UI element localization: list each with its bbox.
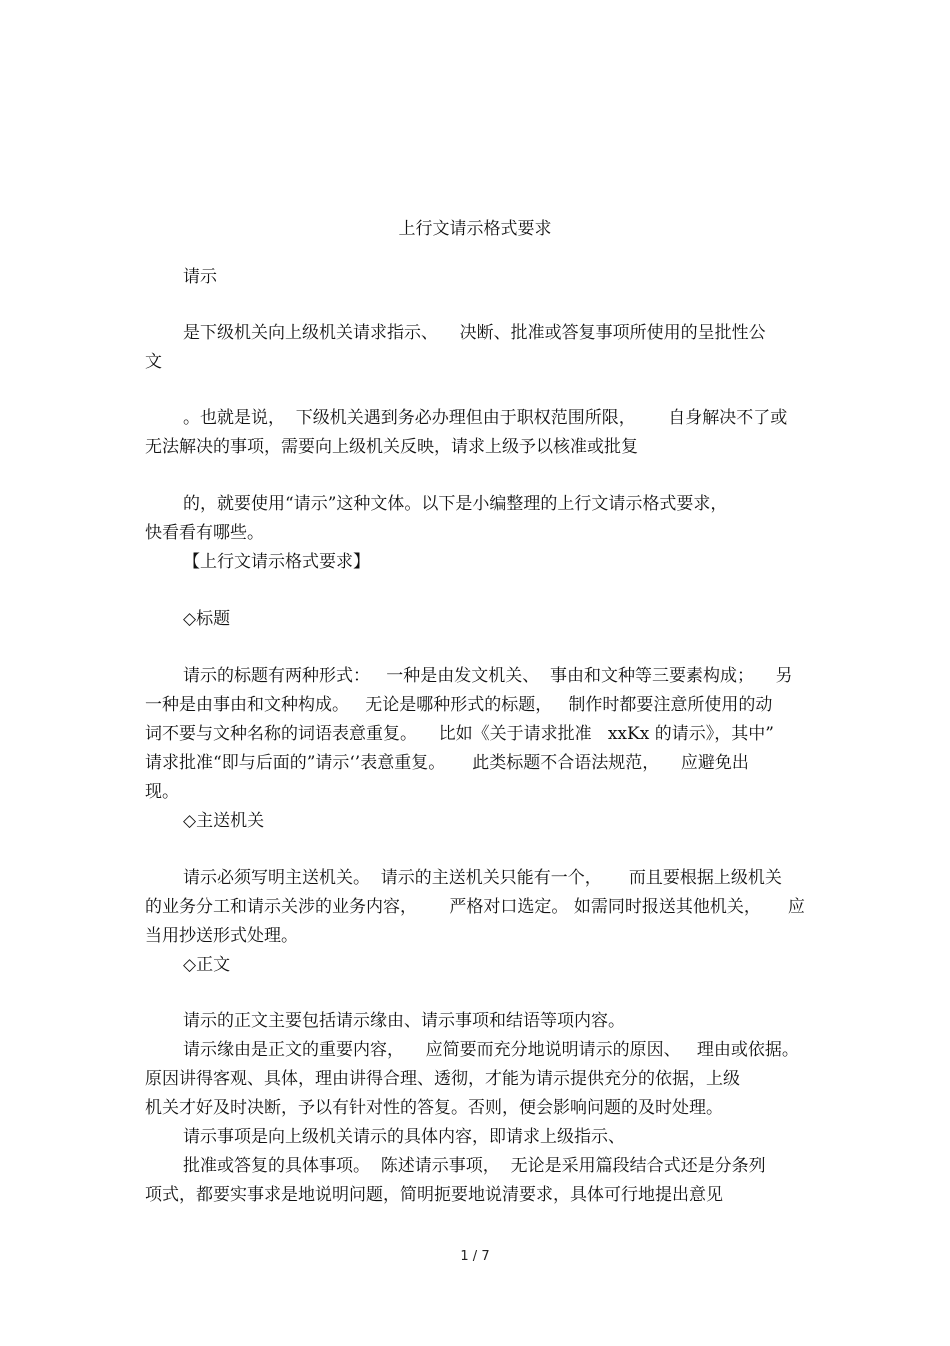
- body-line: 请示缘由是正文的重要内容， 应简要而充分地说明请示的原因、 理由或依据。: [183, 1040, 799, 1060]
- body-line: 请求批准“即与后面的”请示‘’表意重复。 此类标题不合语法规范， 应避免出: [145, 753, 749, 773]
- body-line: 一种是由事由和文种构成。 无论是哪种形式的标题， 制作时都要注意所使用的动: [145, 695, 773, 715]
- body-line: 词不要与文种名称的词语表意重复。 比如《关于请求批准 xxKx 的请示》，其中”: [145, 724, 774, 744]
- body-line: 。也就是说， 下级机关遇到务必办理但由于职权范围所限， 自身解决不了或: [183, 408, 788, 428]
- body-line: 项式，都要实事求是地说明问题，简明扼要地说清要求，具体可行地提出意见: [145, 1185, 723, 1205]
- body-line: 批准或答复的具体事项。 陈述请示事项， 无论是采用篇段结合式还是分条列: [183, 1156, 766, 1176]
- body-line: 的业务分工和请示关涉的业务内容， 严格对口选定。 如需同时报送其他机关， 应: [145, 897, 805, 917]
- body-line: 机关才好及时决断，予以有针对性的答复。否则，便会影响问题的及时处理。: [145, 1098, 723, 1118]
- section-heading: ◇标题: [183, 609, 231, 629]
- body-line: 无法解决的事项，需要向上级机关反映，请求上级予以核准或批复: [145, 437, 638, 457]
- body-line: 现。: [145, 782, 179, 802]
- document-title: 上行文请示格式要求: [398, 219, 552, 239]
- body-line: 原因讲得客观、具体，理由讲得合理、透彻，才能为请示提供充分的依据，上级: [145, 1069, 740, 1089]
- body-line: 请示事项是向上级机关请示的具体内容，即请求上级指示、: [183, 1127, 625, 1147]
- body-line: 请示必须写明主送机关。 请示的主送机关只能有一个， 而且要根据上级机关: [183, 868, 782, 888]
- body-line: 快看看有哪些。: [145, 523, 264, 543]
- body-line: 请示: [183, 267, 217, 287]
- section-heading: ◇主送机关: [183, 811, 265, 831]
- body-line: 的，就要使用“请示”这种文体。以下是小编整理的上行文请示格式要求，: [183, 494, 728, 514]
- body-line: 文: [145, 352, 162, 372]
- page-indicator: 1 / 7: [460, 1249, 490, 1264]
- body-line: 请示的正文主要包括请示缘由、请示事项和结语等项内容。: [183, 1011, 625, 1031]
- body-line: 请示的标题有两种形式： 一种是由发文机关、 事由和文种等三要素构成； 另: [183, 666, 793, 686]
- section-heading: 【上行文请示格式要求】: [183, 552, 370, 572]
- body-line: 是下级机关向上级机关请求指示、 决断、批准或答复事项所使用的呈批性公: [183, 323, 766, 343]
- section-heading: ◇正文: [183, 955, 231, 975]
- body-line: 当用抄送形式处理。: [145, 926, 298, 946]
